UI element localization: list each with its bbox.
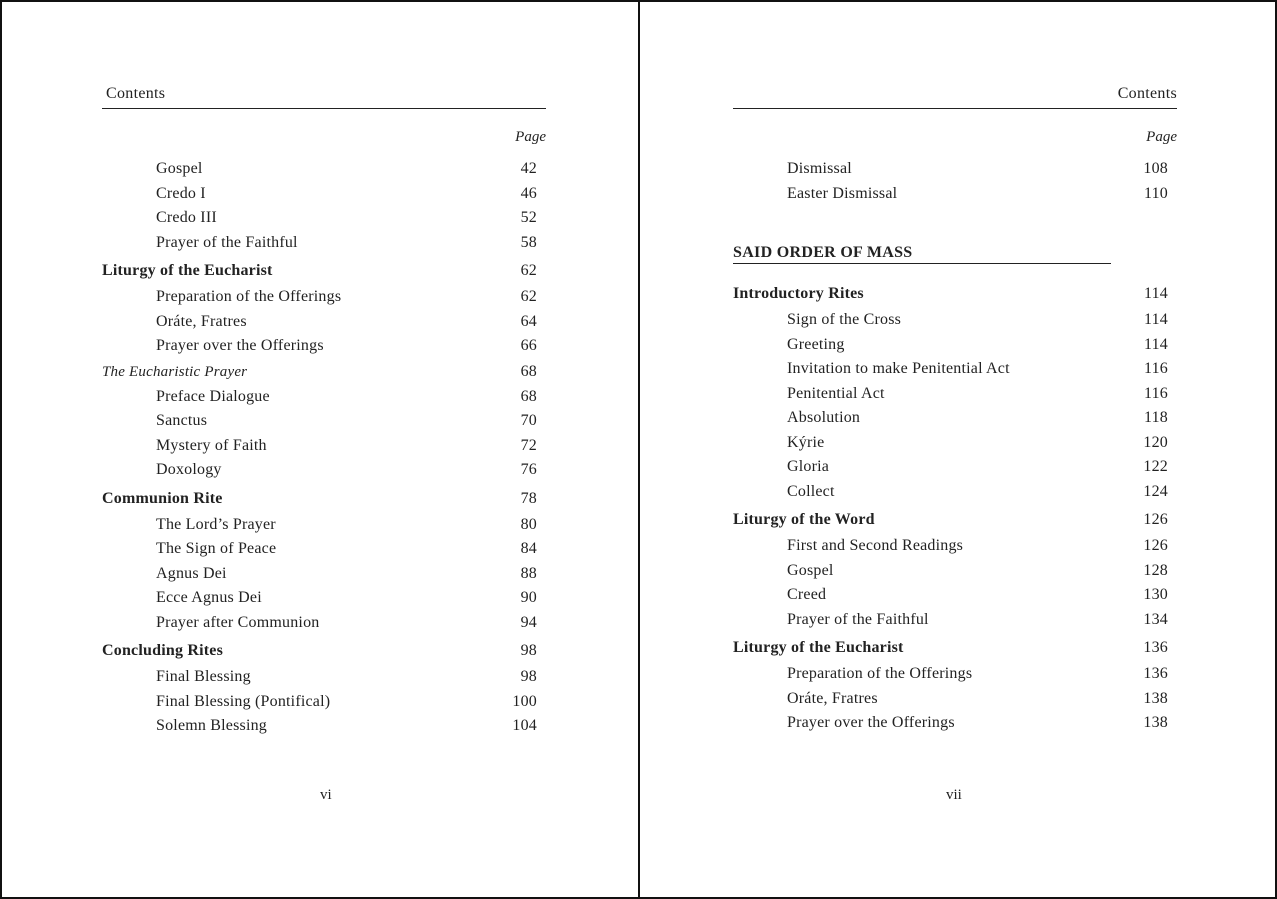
toc-entry-page: 114 (1143, 311, 1168, 328)
toc-entry-page: 116 (1143, 360, 1168, 377)
toc-entry-label: Communion Rite (102, 489, 223, 507)
toc-entry (102, 611, 547, 636)
toc-entry (733, 406, 1178, 431)
toc-entry-label: Greeting (787, 335, 845, 353)
toc-entry-page: 94 (520, 613, 537, 631)
toc-entry (102, 255, 547, 285)
toc-entry-label: Doxology (156, 461, 222, 478)
toc-entry-label: Creed (787, 586, 827, 603)
toc-entry (102, 513, 547, 538)
toc-entry-page: 78 (520, 489, 537, 507)
toc-entry-page: 80 (520, 515, 537, 533)
toc-entry-page: 76 (520, 461, 537, 478)
toc-entry (733, 534, 1178, 559)
toc-entry-page: 114 (1143, 285, 1168, 302)
toc-entry-page: 136 (1143, 665, 1168, 682)
toc-entry-label: Preface Dialogue (156, 387, 270, 405)
toc-entry-page: 98 (520, 642, 537, 659)
toc-entry-label: Absolution (787, 409, 861, 426)
toc-entry-page: 46 (520, 184, 537, 202)
toc-entry-page: 114 (1143, 335, 1168, 353)
toc-entry-label: Introductory Rites (733, 285, 864, 302)
toc-entry (733, 157, 1178, 182)
page-column-label: Page (515, 129, 546, 145)
toc-entry (102, 231, 547, 256)
toc-entry-label: Preparation of the Offerings (156, 288, 342, 305)
page-gutter (638, 2, 640, 899)
toc-entry-page: 90 (520, 589, 537, 606)
toc-entry (102, 537, 547, 562)
toc-entry (733, 608, 1178, 633)
right-page (733, 2, 1178, 897)
toc-entry (102, 562, 547, 587)
toc-entry (102, 334, 547, 359)
toc-entry-label: Oráte, Fratres (156, 312, 247, 330)
toc-entry-label: Penitential Act (787, 384, 885, 402)
toc-entry-page: 130 (1143, 586, 1168, 603)
toc-entry-label: Credo I (156, 184, 206, 202)
toc-entry-label: First and Second Readings (787, 537, 964, 554)
toc-entry-page: 64 (520, 312, 537, 330)
toc-entry (733, 559, 1178, 584)
toc-entry-label: Prayer over the Offerings (156, 337, 324, 354)
toc-entry-label: Concluding Rites (102, 642, 223, 659)
toc-entry-page: 88 (520, 564, 537, 582)
toc-entry (102, 635, 547, 665)
toc-entry-label: Easter Dismissal (787, 184, 898, 202)
toc-entry-page: 126 (1143, 511, 1168, 528)
toc-entry-label: Preparation of the Offerings (787, 665, 973, 682)
toc-entry (102, 458, 547, 483)
toc-entry (102, 714, 547, 739)
toc-entry-label: Ecce Agnus Dei (156, 589, 262, 606)
toc-entry-page: 58 (520, 233, 537, 251)
toc-entry-page: 110 (1143, 184, 1168, 202)
toc-entry-label: Final Blessing (156, 668, 251, 685)
toc-entry (733, 480, 1178, 505)
toc-entry-label: Prayer of the Faithful (787, 610, 929, 628)
toc-entry-label: Prayer after Communion (156, 613, 320, 631)
toc-entry-page: 98 (520, 668, 537, 685)
toc-top-group (733, 157, 1178, 206)
folio: vii (946, 787, 962, 803)
toc-entry-page: 118 (1143, 409, 1168, 426)
toc-entry (102, 483, 547, 513)
toc-entry-page: 116 (1143, 384, 1168, 402)
toc-entry-label: The Lord’s Prayer (156, 515, 276, 533)
toc-entry-label: Gospel (156, 160, 203, 177)
toc-entry-label: Agnus Dei (156, 564, 227, 582)
toc-entry (733, 357, 1178, 382)
toc-entry (733, 711, 1178, 736)
toc-entry-page: 126 (1143, 537, 1168, 554)
toc-entry-page: 68 (520, 362, 537, 380)
toc-entry (733, 431, 1178, 456)
toc-entry-label: Invitation to make Penitential Act (787, 360, 1010, 377)
folio: vi (320, 787, 332, 803)
toc-entry-page: 62 (520, 288, 537, 305)
section-heading: SAID ORDER OF MASS (733, 244, 1111, 264)
toc-entry (733, 455, 1178, 480)
toc-entry-page: 66 (520, 337, 537, 354)
toc-entry-page: 108 (1143, 160, 1168, 177)
toc-entry-label: Dismissal (787, 160, 852, 177)
toc-entry-label: Collect (787, 482, 835, 500)
toc-entry (102, 665, 547, 690)
toc-entry-label: The Eucharistic Prayer (102, 363, 248, 380)
toc-entry-page: 120 (1143, 433, 1168, 451)
toc-entry (102, 285, 547, 310)
toc-entry-label: Mystery of Faith (156, 436, 267, 454)
toc-entry-page: 134 (1143, 610, 1168, 628)
toc-entry-page: 70 (520, 412, 537, 429)
toc-entry (733, 333, 1178, 358)
toc-entry-page: 42 (520, 160, 537, 177)
spacer (733, 206, 1178, 244)
toc-entry-label: Gloria (787, 458, 830, 475)
toc-entry-page: 84 (520, 540, 537, 557)
running-head: Contents (102, 85, 546, 109)
running-head: Contents (733, 85, 1177, 109)
toc-entry (733, 632, 1178, 662)
toc-entry (102, 409, 547, 434)
toc-entry-page: 128 (1143, 561, 1168, 579)
toc-entry (102, 385, 547, 410)
toc-entry (733, 182, 1178, 207)
toc-entry-page: 124 (1143, 482, 1168, 500)
toc-entry (733, 662, 1178, 687)
toc-entry (102, 586, 547, 611)
toc-entry-page: 62 (520, 262, 537, 279)
toc-entry (733, 687, 1178, 712)
toc-entry (102, 182, 547, 207)
toc-entry (733, 278, 1178, 308)
page-column-label: Page (1146, 129, 1177, 145)
toc-entry-label: Sign of the Cross (787, 311, 902, 328)
toc-entry (102, 206, 547, 231)
toc-entry-label: Solemn Blessing (156, 717, 268, 734)
toc-entry (102, 690, 547, 715)
toc-list (733, 157, 1178, 736)
toc-entry-page: 100 (512, 692, 537, 710)
toc-entry (102, 310, 547, 335)
toc-entry-page: 122 (1143, 458, 1168, 475)
toc-entry-page: 72 (520, 436, 537, 454)
toc-entry-label: The Sign of Peace (156, 540, 277, 557)
toc-entry (733, 382, 1178, 407)
toc-entry-page: 138 (1143, 689, 1168, 707)
toc-entry-label: Final Blessing (Pontifical) (156, 692, 331, 710)
toc-entry (733, 308, 1178, 333)
toc-entry-label: Prayer of the Faithful (156, 233, 298, 251)
toc-list (102, 157, 547, 739)
left-page (102, 2, 547, 897)
toc-entry-page: 138 (1143, 714, 1168, 731)
toc-entry-label: Oráte, Fratres (787, 689, 878, 707)
toc-entry-label: Prayer over the Offerings (787, 714, 955, 731)
toc-entry-label: Credo III (156, 209, 217, 226)
toc-entry-label: Gospel (787, 561, 834, 579)
toc-entry-page: 52 (520, 209, 537, 226)
toc-entry-page: 136 (1143, 639, 1168, 656)
toc-entry (733, 504, 1178, 534)
toc-entry-label: Liturgy of the Word (733, 511, 875, 528)
toc-entry-label: Liturgy of the Eucharist (102, 262, 273, 279)
toc-entry (102, 359, 547, 385)
toc-entry-page: 104 (512, 717, 537, 734)
toc-entry (733, 583, 1178, 608)
toc-entry-label: Sanctus (156, 412, 208, 429)
toc-entry (102, 157, 547, 182)
toc-entry-page: 68 (520, 387, 537, 405)
toc-entry-label: Liturgy of the Eucharist (733, 639, 904, 656)
toc-section-group (733, 278, 1178, 736)
toc-entry-label: Kýrie (787, 433, 825, 451)
toc-entry (102, 434, 547, 459)
